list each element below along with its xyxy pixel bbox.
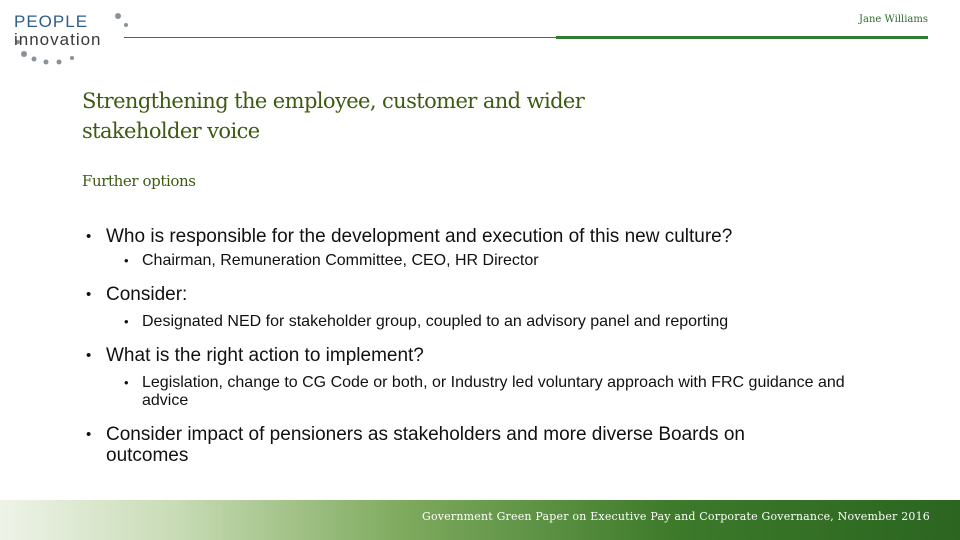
footer-text: Government Green Paper on Executive Pay and Corporate Governance, November 2016 — [421, 510, 930, 523]
slide-title: Strengthening the employee, customer and wider stakeholder voice — [82, 89, 585, 143]
sub-bullet-item: • Chairman, Remuneration Committee, CEO, HR Director — [86, 252, 876, 270]
logo-text-people: PEOPLE — [14, 12, 89, 31]
bullet-list — [86, 226, 876, 466]
footer-banner — [0, 500, 960, 540]
bullet-item: • What is the right action to implement? — [86, 345, 876, 366]
author-name: Jane Williams — [859, 14, 928, 25]
sub-bullet-item: • Designated NED for stakeholder group, coupled to an advisory panel and reporting — [86, 313, 876, 331]
header-divider-thick — [556, 36, 928, 39]
logo-text-innovation: innovation — [14, 30, 102, 49]
sub-bullet-item: • Legislation, change to CG Code or both, or Industry led voluntary approach with FRC guidance and advice — [86, 374, 876, 410]
bullet-item: • Who is responsible for the development and execution of this new culture? — [86, 226, 876, 247]
bullet-item: • Consider: — [86, 284, 876, 305]
bullet-item: • Consider impact of pensioners as stakeholders and more diverse Boards on outcomes — [86, 424, 766, 466]
people-innovation-logo — [14, 10, 134, 70]
header-divider-thin — [124, 37, 556, 38]
slide-subtitle: Further options — [82, 172, 196, 190]
